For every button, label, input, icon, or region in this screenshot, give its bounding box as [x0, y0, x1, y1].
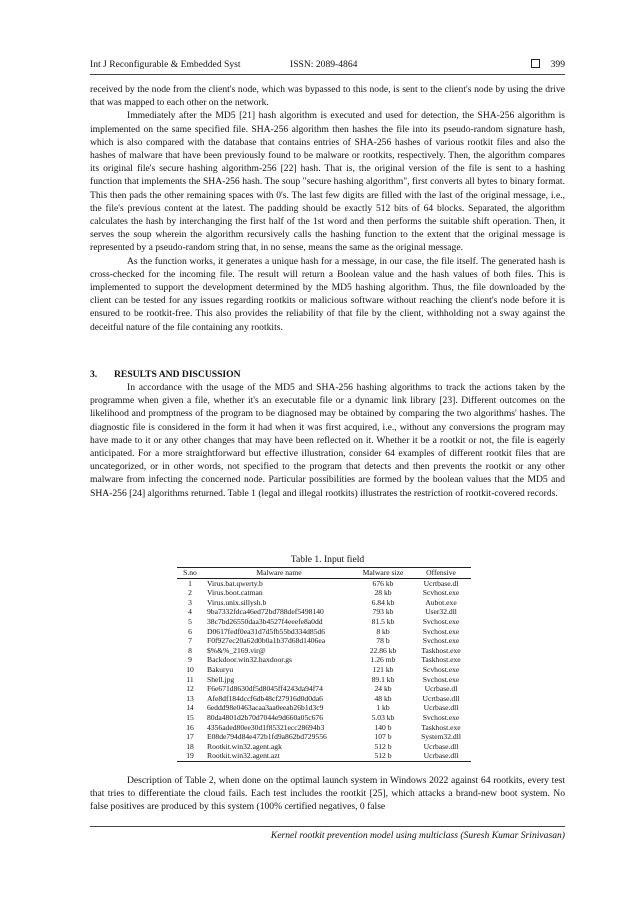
page-number: 399: [550, 59, 565, 70]
cell-offensive: Aubot.exe: [425, 597, 457, 607]
table-row: [177, 694, 471, 704]
cell-malware-size: 121 kb: [372, 664, 394, 674]
cell-sno: 6: [188, 626, 192, 636]
paragraph-2: Immediately after the MD5 [21] hash algorithm is executed and used for detection, the SHA-256 algorithm is implemented on the same specified file. SHA-256 algorithm then hashes the file into its pseudo-random signature hash, which is also compared with the database that contains entries of SHA-256 hashes of various rootkit files and also the hashes of malware that have been previously found to be malware or rootkits, respectively. Then, the algorithm compares its original file's secure hashing algorithm-256 [22] hash. That is, the original version of the file is sent to a hashing function that implements the SHA-256 hash. The soup "secure hashing algorithm", first converts all bytes to binary format. This then pads the other remaining spaces with 0's. The last few digits are filled with the last of the original message, i.e., the file's previous content at the latest. The padding should be exactly 512 bits of 64 blocks. Separated, the algorithm calculates the hash by interchanging the first half of the 1st word and then performs the suitable shift operation. Then, it serves the soup wherein the algorithm recursively calls the hashing function to the extent that the original message is represented by a pseudo-random string that, in no sense, means the same as the original message.: [90, 110, 565, 254]
cell-malware-size: 8 kb: [376, 626, 390, 636]
cell-offensive: Scvhost.exe: [422, 664, 460, 674]
cell-malware-size: 1 kb: [376, 703, 390, 713]
cell-malware-size: 140 b: [374, 722, 392, 732]
table-row: [177, 578, 471, 588]
cell-malware-size: 793 kb: [372, 607, 394, 617]
section-heading: [90, 368, 565, 381]
table-row: [177, 665, 471, 675]
table-row: [177, 617, 471, 627]
table-row: [177, 607, 471, 617]
cell-offensive: Svchost.exe: [422, 626, 460, 636]
table-row: [177, 675, 471, 685]
cell-malware-name: 6eddd98e0463acaa3aa0eeab26b1d3c9: [207, 703, 324, 713]
paragraph-3: As the function works, it generates a unique hash for a message, in our case, the file itself. The generated hash is cross-checked for the incoming file. The result will return a Boolean value and the hash values of both files. This is implemented to support the development determined by the MD5 hashing algorithm. Thus, the file downloaded by the client can be tested for any issues regarding rootkits or malicious software without reaching the client's node before it is ensured to be rootkit-free. This also provides the reliability of that file by the client, withholding not a sway against the deceitful nature of the file containing any rootkits.: [90, 255, 565, 333]
table-row: [177, 713, 471, 723]
cell-sno: 17: [186, 732, 194, 742]
col-header-sno: S.no: [177, 568, 203, 579]
cell-malware-name: Backdoor.win32.haxdoor.gs: [207, 655, 292, 665]
cell-malware-name: Shell.jpg: [207, 674, 235, 684]
cell-sno: 1: [188, 578, 192, 588]
cell-malware-size: 676 kb: [372, 578, 394, 588]
cell-offensive: Svchost.exe: [422, 616, 460, 626]
table-row: [177, 646, 471, 656]
running-header: [90, 58, 565, 75]
cell-sno: 9: [188, 655, 192, 665]
checkbox-square-icon: [531, 59, 540, 68]
issn: ISSN: 2089-4864: [290, 59, 358, 70]
body-text-bottom: [90, 774, 565, 814]
cell-malware-name: $%&%_2169.vir@: [207, 645, 266, 655]
table-row: [177, 627, 471, 637]
paragraph-bottom: Description of Table 2, when done on the optimal launch system in Windows 2022 against 64 rootkits, every test that tries to differentiate the cloud fails. Each test includes the rootkit [25], which attacks a brand-new boot system. No false positives are produced by this system (100% certified negatives, 0 false: [90, 775, 565, 813]
table-row: [177, 703, 471, 713]
cell-sno: 13: [186, 693, 194, 703]
cell-sno: 7: [188, 636, 192, 646]
cell-malware-name: Rootkit.win32.agent.azt: [203, 751, 355, 761]
cell-sno: 11: [186, 674, 194, 684]
cell-offensive: Taskhost.exe: [421, 645, 461, 655]
cell-malware-name: F0f927ec20a62d0b0a1b37d68d1406ea: [207, 636, 326, 646]
table-row: [177, 684, 471, 694]
cell-sno: 16: [186, 722, 194, 732]
cell-malware-name: Rootkit.win32.agent.agk: [207, 741, 282, 751]
cell-sno: 19: [177, 751, 203, 761]
input-field-table: [177, 567, 471, 762]
cell-malware-size: 28 kb: [374, 588, 392, 598]
table-row: [177, 732, 471, 742]
table-header-row: [177, 568, 471, 579]
cell-malware-size: 48 kb: [374, 693, 392, 703]
cell-malware-name: 80da4801d2b70d7044e9d660a05c676: [207, 712, 323, 722]
cell-malware-name: 4356aded80ee30d1f85321ecc28694b3: [207, 722, 325, 732]
cell-malware-size: 78 b: [376, 636, 390, 646]
paragraph-1: received by the node from the client's node, which was bypassed to this node, is sent to the client's node by using the drive that was mapped to each other on the network.: [90, 84, 565, 109]
section-body: [90, 381, 565, 500]
table-caption: Table 1. Input field: [290, 554, 365, 565]
cell-offensive: System32.dll: [421, 732, 461, 742]
cell-sno: 14: [186, 703, 194, 713]
cell-malware-name: Virus.bat.qwerty.b: [207, 578, 263, 588]
cell-malware-name: 38c7bd26550daa3b4527f4eeefe8a0dd: [207, 616, 323, 626]
cell-malware-size: 1.26 mb: [370, 655, 396, 665]
cell-offensive: Svchost.exe: [422, 712, 460, 722]
cell-offensive: Ucrbase.dll: [423, 703, 459, 713]
cell-sno: 3: [188, 597, 192, 607]
table-row: [177, 742, 471, 752]
cell-offensive: Ucrtbase.dl: [423, 578, 459, 588]
cell-malware-size: 22.86 kb: [369, 645, 397, 655]
journal-name: Int J Reconfigurable & Embedded Syst: [90, 59, 241, 70]
cell-malware-size: 6.84 kb: [371, 597, 395, 607]
cell-malware-size: 81.5 kb: [371, 616, 395, 626]
cell-offensive: Taskhost.exe: [421, 655, 461, 665]
cell-sno: 4: [188, 607, 192, 617]
cell-offensive: Svchost.exe: [422, 636, 460, 646]
col-header-name: Malware name: [203, 568, 355, 579]
running-footer: Kernel rootkit prevention model using multiclass (Suresh Kumar Srinivasan): [90, 826, 565, 848]
cell-offensive: User32.dll: [425, 607, 457, 617]
cell-sno: 12: [186, 684, 194, 694]
cell-offensive: Scvhost.exe: [422, 588, 460, 598]
table-row: [177, 723, 471, 733]
cell-offensive: Ucrtbase.dll: [422, 693, 460, 703]
table-row: [177, 588, 471, 598]
cell-sno: 10: [186, 664, 194, 674]
table-row: [177, 655, 471, 665]
cell-malware-name: E08de794d84e472b1fd9a862bd729556: [207, 732, 327, 742]
cell-malware-name: Afe8df184dccf6db48cf27916d0d0da6: [207, 693, 323, 703]
cell-sno: 2: [188, 588, 192, 598]
cell-malware-size: 107 b: [374, 732, 392, 742]
cell-malware-name: D0617fedf0ea31d7d5fb55bd334d85d6: [207, 626, 326, 636]
cell-malware-size: 89.1 kb: [371, 674, 395, 684]
col-header-size: Malware size: [355, 568, 411, 579]
col-header-offensive: Offensive: [411, 568, 471, 579]
table-row: [177, 598, 471, 608]
cell-offensive: Taskhost.exe: [421, 722, 461, 732]
cell-sno: 15: [186, 712, 194, 722]
cell-malware-size: 512 b: [374, 741, 392, 751]
table-body: [177, 578, 471, 761]
cell-malware-size: 512 b: [355, 751, 411, 761]
cell-malware-name: Virus.boot.catman: [207, 588, 263, 598]
section-number: 3.: [90, 369, 98, 380]
table-row: [177, 636, 471, 646]
cell-offensive: Ucrbase.dl: [424, 684, 458, 694]
cell-sno: 8: [188, 645, 192, 655]
cell-malware-name: Bakuryu: [207, 664, 234, 674]
body-text-top: [90, 83, 565, 334]
cell-offensive: Ucrbase.dll: [423, 741, 459, 751]
cell-offensive: Ucrbase.dll: [411, 751, 471, 761]
cell-malware-name: 9ba7332fdca46ed72bd788def5498140: [207, 607, 324, 617]
cell-sno: 18: [186, 741, 194, 751]
section-title: RESULTS AND DISCUSSION: [114, 369, 241, 380]
cell-malware-name: F6e671d8630df5d8045ff4243da94f74: [207, 684, 323, 694]
section-paragraph: In accordance with the usage of the MD5 and SHA-256 hashing algorithms to track the actions taken by the programme when given a file, whether it's an executable file or a dynamic link library [23]. Different outcomes on the likelihood and promptness of the program to be diagnosed may be obtained by comparing the two algorithms' hashes. The diagnostic file is considered in the form it had when it was first acquired, i.e., without any conversions the program may have made to it or any other changes that may have been reflected on it. Whether it be a rootkit or not, the file is eagerly anticipated. For a more straightforward but effective illustration, consider 64 examples of different rootkit files that are uncategorized, or in other words, not specified to the program that detects and then prevents the rootkit or any other malware from infecting the concerned node. Particular possibilities are formed by the boolean values that the MD5 and SHA-256 [24] algorithms returned. Table 1 (legal and illegal rootkits) illustrates the restriction of rootkit-covered records.: [90, 382, 565, 499]
cell-malware-size: 5.03 kb: [371, 712, 395, 722]
cell-offensive: Svchost.exe: [422, 674, 460, 684]
cell-malware-size: 24 kb: [374, 684, 392, 694]
cell-malware-name: Virus.unix.sillysh.b: [207, 597, 267, 607]
table-row: [177, 751, 471, 761]
cell-sno: 5: [188, 616, 192, 626]
